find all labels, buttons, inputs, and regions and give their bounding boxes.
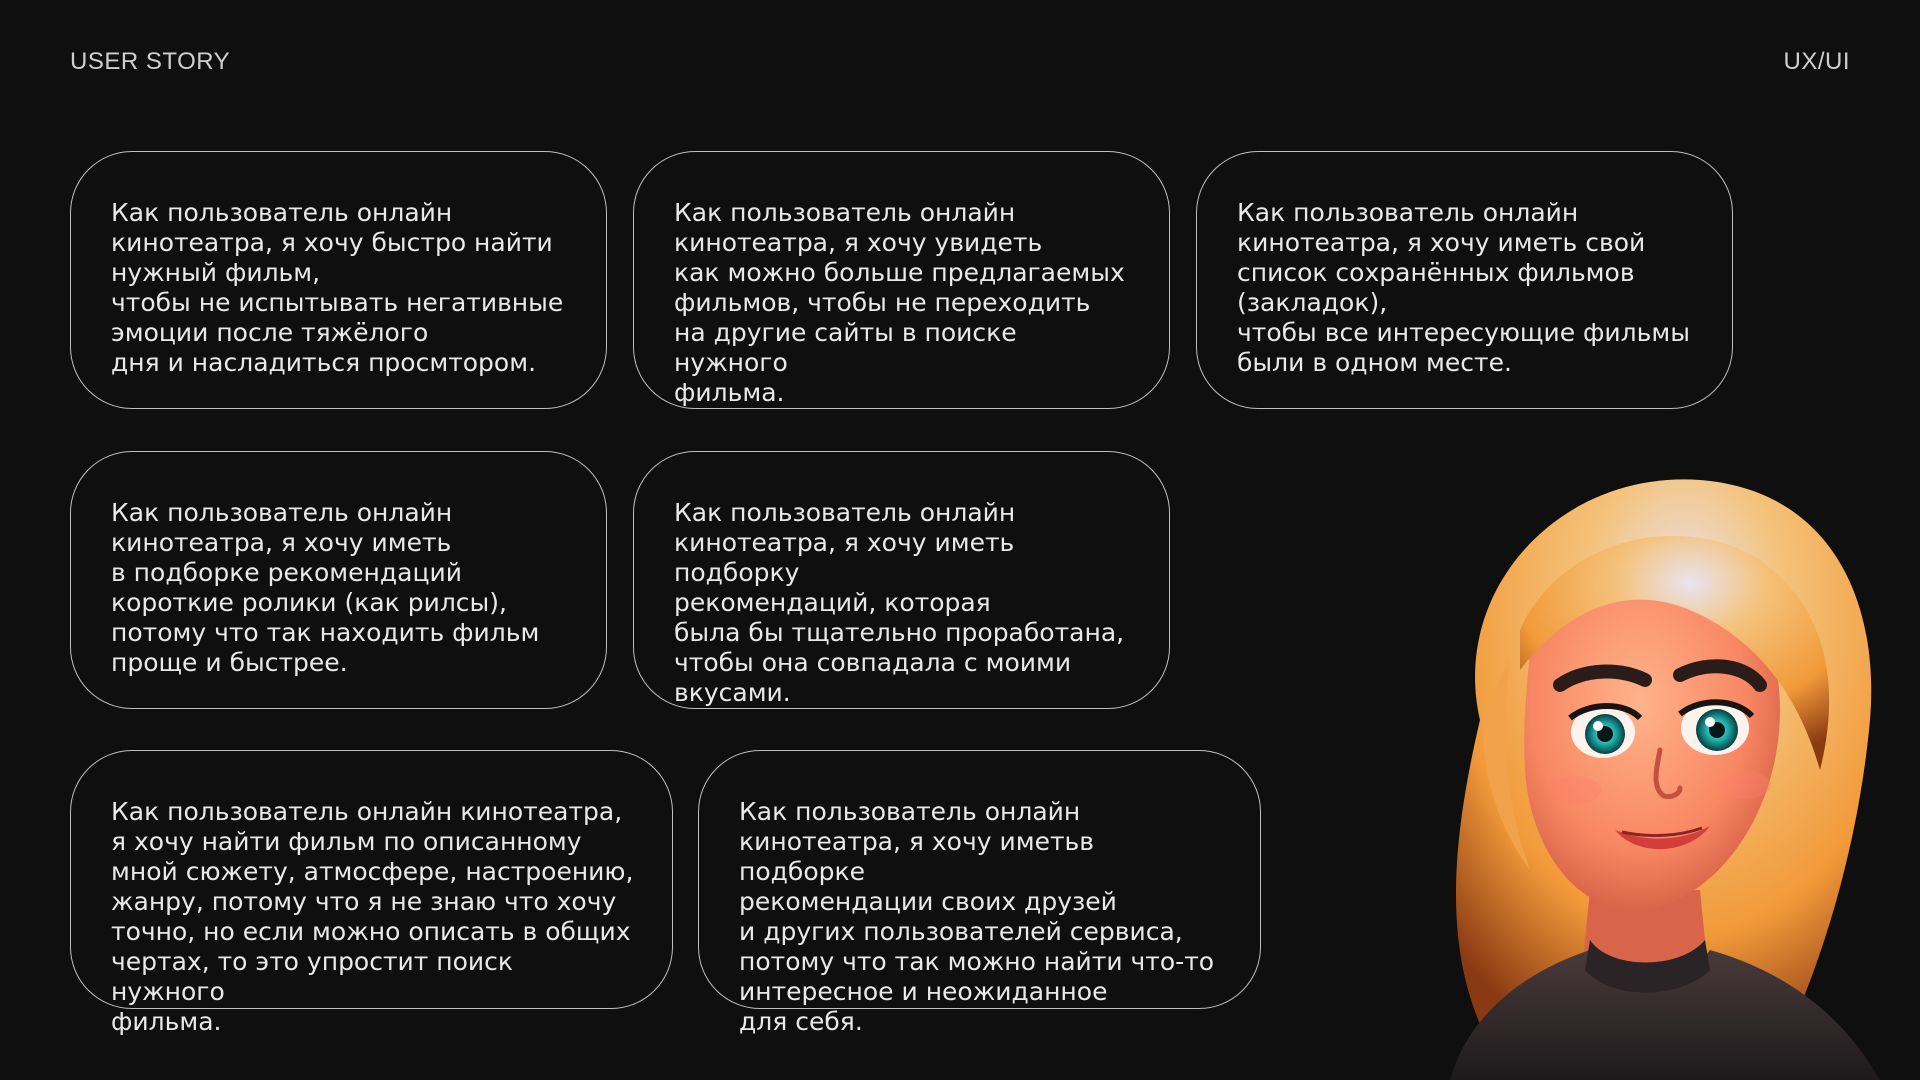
user-story-card: Как пользователь онлайн кинотеатра, я хочу иметь свой список сохранённых фильмов (закладок), чтобы все интересующие фильмы были в одном месте. (1196, 151, 1733, 409)
user-story-card: Как пользователь онлайн кинотеатра, я хочу иметьв подборке рекомендации своих друзей и других пользователей сервиса, потому что так можно найти что-то интересное и неожиданное для себя. (698, 750, 1261, 1009)
user-story-card: Как пользователь онлайн кинотеатра, я хочу быстро найти нужный фильм, чтобы не испытывать негативные эмоции после тяжёлого дня и насладиться просмтором. (70, 151, 607, 409)
persona-avatar-illustration (1360, 470, 1920, 1080)
user-story-card: Как пользователь онлайн кинотеатра, я хочу иметь в подборке рекомендаций короткие ролики (как рилсы), потому что так находить фильм проще и быстрее. (70, 451, 607, 709)
user-story-card: Как пользователь онлайн кинотеатра, я хочу иметь подборку рекомендаций, которая была бы тщательно проработана, чтобы она совпадала с моими вкусами. (633, 451, 1170, 709)
category-label: UX/UI (1783, 48, 1850, 75)
user-story-card: Как пользователь онлайн кинотеатра, я хочу найти фильм по описанному мной сюжету, атмосфере, настроению, жанру, потому что я не знаю что хочу точно, но если можно описать в общих чертах, то это упростит поиск нужного фильма. (70, 750, 673, 1009)
section-title: USER STORY (70, 48, 231, 75)
user-story-card: Как пользователь онлайн кинотеатра, я хочу увидеть как можно больше предлагаемых фильмов, чтобы не переходить на другие сайты в поиске нужного фильма. (633, 151, 1170, 409)
